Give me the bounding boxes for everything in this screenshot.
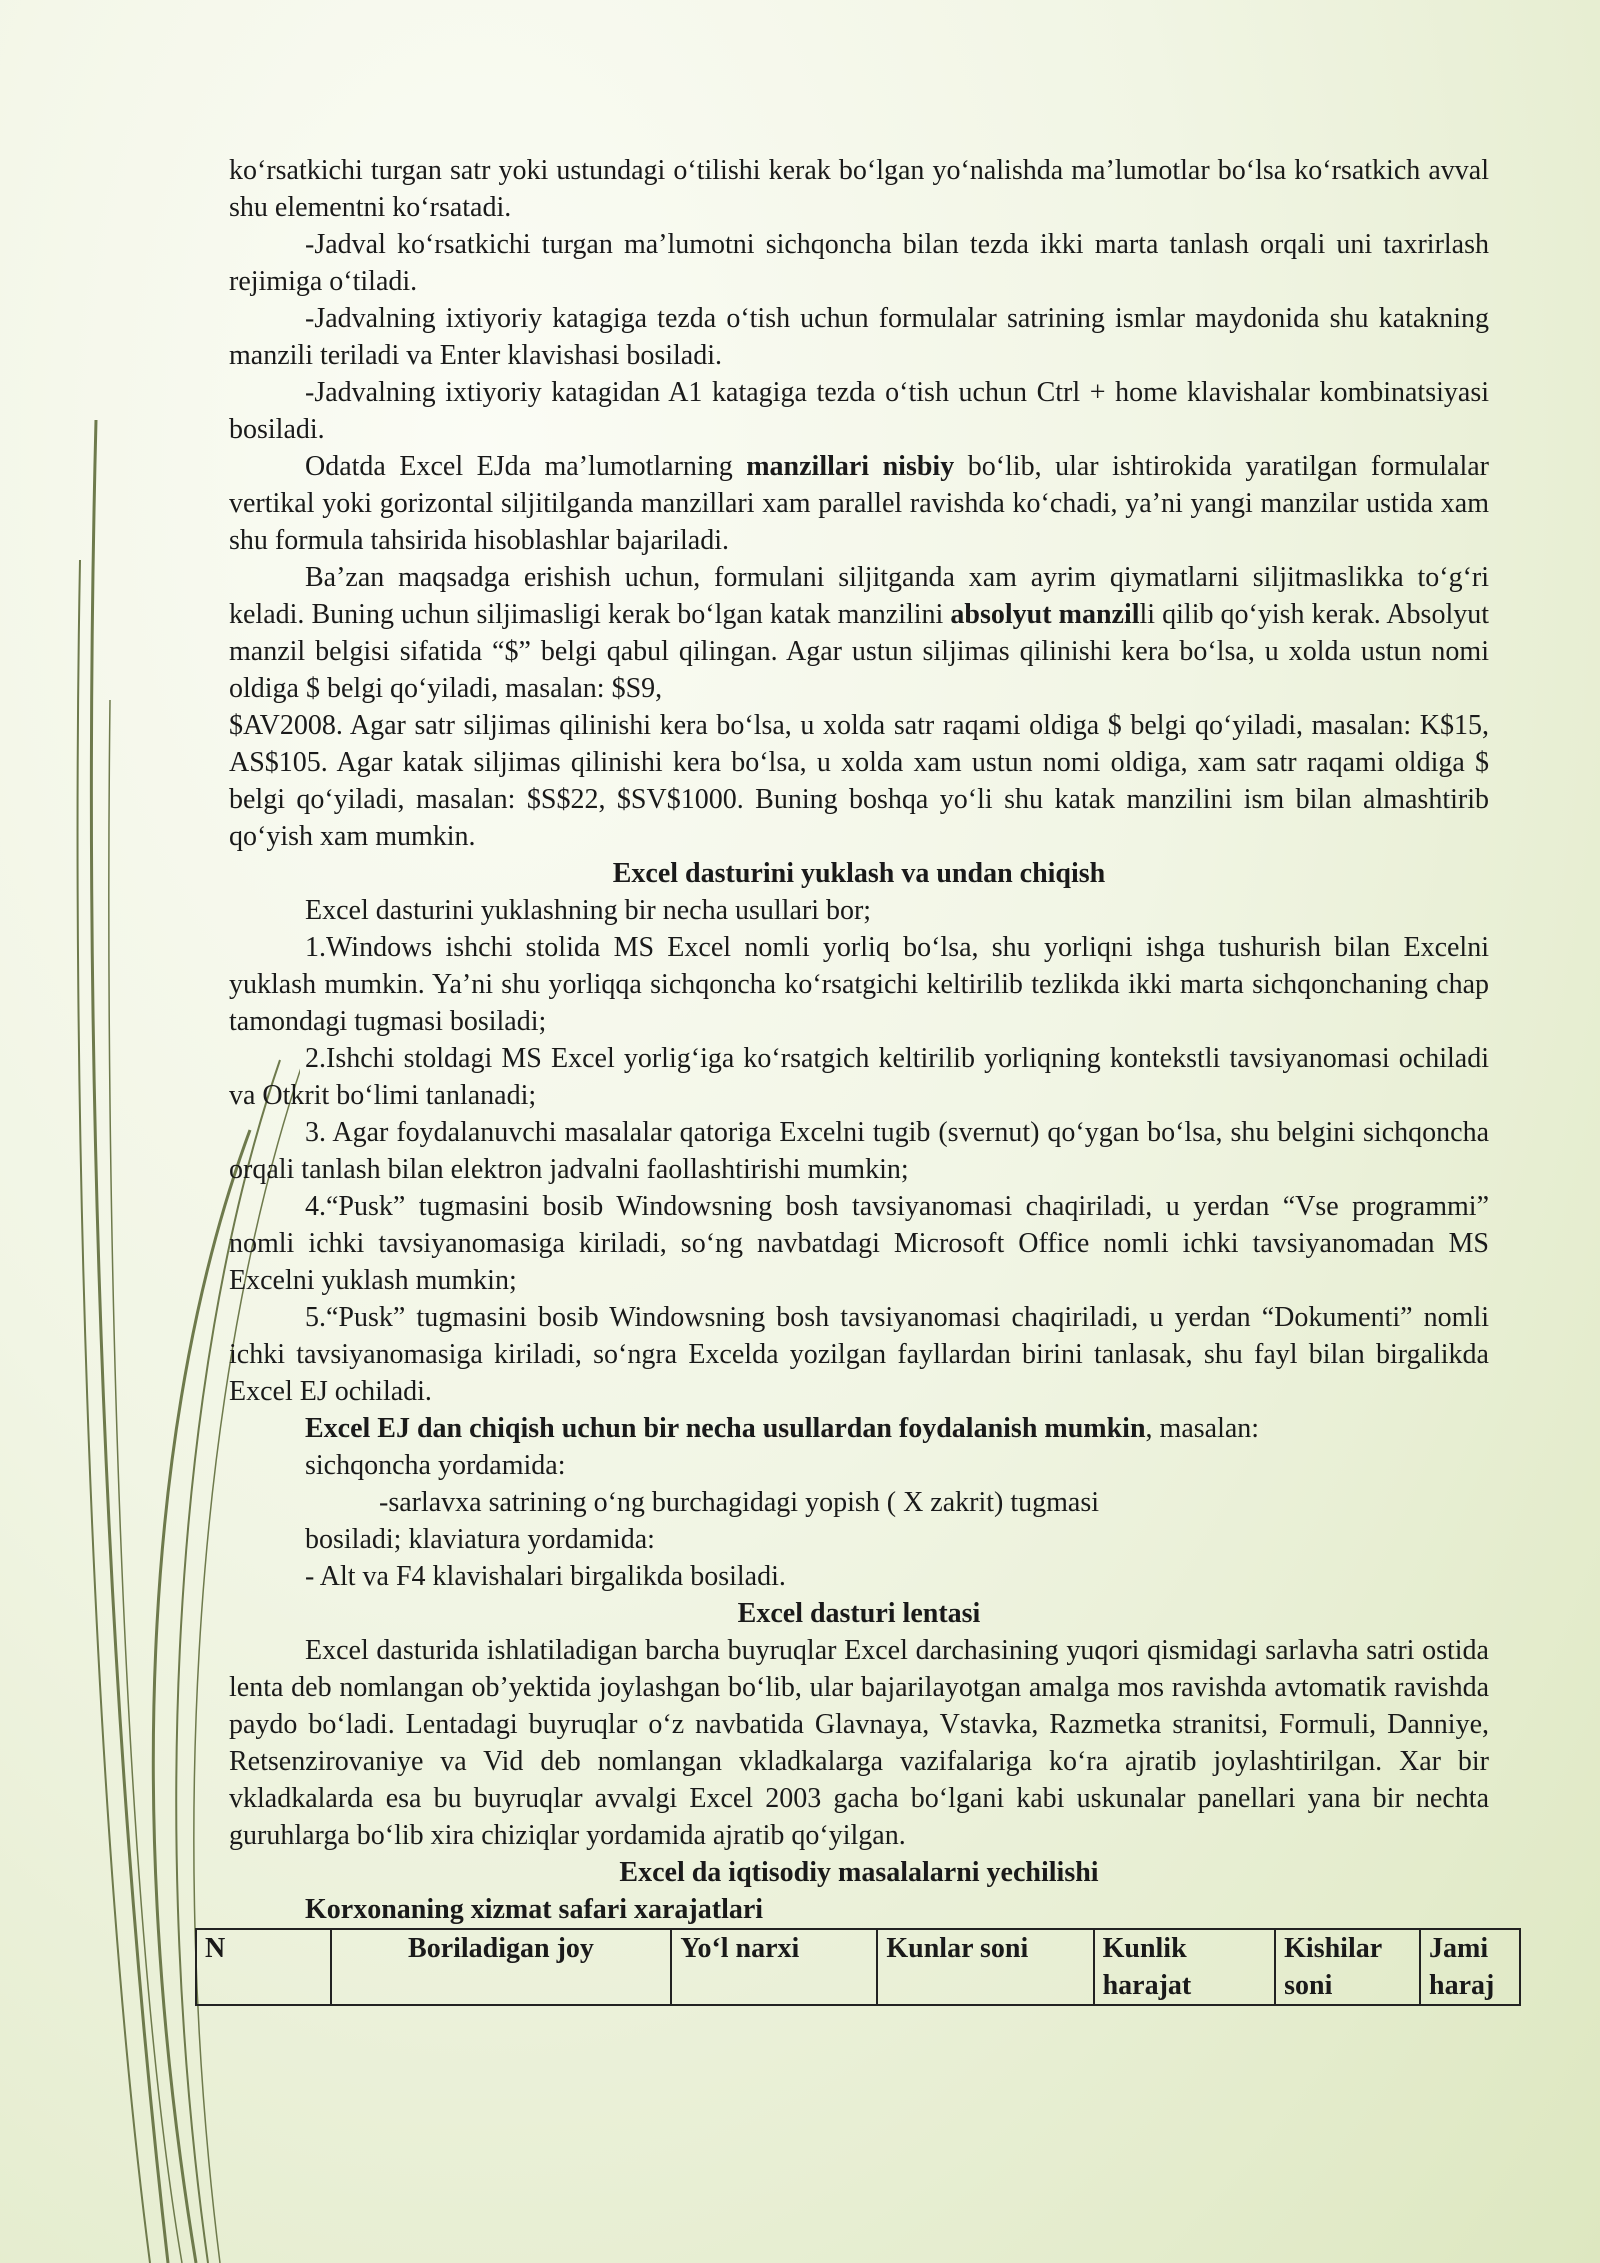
paragraph: sichqoncha yordamida: [305,1450,566,1481]
table-caption: Korxonaning xizmat safari xarajatlari [305,1894,764,1925]
expenses-table [195,1928,1521,2006]
header-cell: Kunlar soni [877,1929,1093,2005]
header-cell: Jami haraj [1420,1929,1520,2005]
text: bo‘lib, ular ishtirokida yaratilgan formulalar vertikal yoki gorizontal siljitilganda manzillari xam parallel ravishda ko‘chadi, ya’ni yangi manzilar ustida xam shu formula tahsirida hisoblashlar bajariladi. [229,451,1490,556]
paragraph [229,559,1489,707]
bold-term: manzillari nisbiy [746,451,955,482]
paragraph [229,1410,1489,1447]
paragraph: Excel dasturida ishlatiladigan barcha buyruqlar Excel darchasining yuqori qismidagi sarlavha satri ostida lenta deb nomlangan ob’yektida joylashgan bo‘lib, ular bajarilayotgan amalga mos ravishda avtomatik ravishda paydo bo‘ladi. Lentadagi buyruqlar o‘z navbatida Glavnaya, Vstavka, Razmetka stranitsi, Formuli, Danniye, Retsenzirovaniye va Vid deb nomlangan vkladkalarga vazifalariga ko‘ra ajratib joylashtirilgan. Xar bir vkladkalarda esa bu buyruqlar avvalgi Excel 2003 gacha bo‘lgani kabi uskunalar panellari yana bir nechta guruhlarga bo‘lib xira chiziqlar yordamida ajratib qo‘yilgan. [229,1635,1489,1851]
bold-term: Excel EJ dan chiqish uchun bir necha usullardan foydalanish mumkin [305,1413,1146,1444]
paragraph: 4.“Pusk” tugmasini bosib Windowsning bosh tavsiyanomasi chaqiriladi, u yerdan “Vse programmi” nomli ichki tavsiyanomasiga kiriladi, so‘ng navbatdagi Microsoft Office nomli ichki tavsiyanomadan MS Excelni yuklash mumkin; [229,1191,1489,1296]
bold-term: absolyut manzil [950,599,1140,630]
header-cell: Kishilar soni [1275,1929,1420,2005]
header-cell: N [196,1929,331,2005]
section-heading: Excel dasturi lentasi [737,1598,981,1629]
paragraph: -Jadvalning ixtiyoriy katagidan A1 katagiga tezda o‘tish uchun Ctrl + home klavishalar kombinatsiyasi bosiladi. [229,377,1489,445]
paragraph [229,448,1489,559]
header-cell: Kunlik harajat [1094,1929,1276,2005]
text: , masalan: [1145,1413,1260,1444]
paragraph: bosiladi; klaviatura yordamida: [305,1524,655,1555]
paragraph: - Alt va F4 klavishalari birgalikda bosiladi. [305,1561,786,1592]
text: Ba’zan maqsadga erishish uchun, formulani siljitganda xam ayrim qiymatlarni siljitmaslikka to‘g‘ri keladi. Buning uchun siljimasligi kerak bo‘lgan katak manzilini [229,562,1489,630]
header-cell: Yo‘l narxi [671,1929,877,2005]
table-header-row [196,1929,1520,2005]
paragraph: $AV2008. Agar satr siljimas qilinishi kera bo‘lsa, u xolda satr raqami oldiga $ belgi qo‘yiladi, masalan: K$15, AS$105. Agar katak siljimas qilinishi kera bo‘lsa, u xolda xam ustun nomi oldiga, xam satr raqami oldiga $ belgi qo‘yiladi, masalan: $S$22, $SV$1000. Buning boshqa yo‘li shu katak manzilini ism bilan almashtirib qo‘yish xam mumkin. [229,710,1489,852]
header-cell: Boriladigan joy [331,1929,672,2005]
paragraph: ko‘rsatkichi turgan satr yoki ustundagi o‘tilishi kerak bo‘lgan yo‘nalishda ma’lumotlar bo‘lsa ko‘rsatkich avval shu elementni ko‘rsatadi. [229,155,1489,223]
paragraph: 2.Ishchi stoldagi MS Excel yorlig‘iga ko‘rsatgich keltirilib yorliqning kontekstli tavsiyanomasi ochiladi va Otkrit bo‘limi tanlanadi; [229,1043,1489,1111]
section-heading: Excel dasturini yuklash va undan chiqish [612,858,1106,889]
document-page [205,152,1495,2006]
paragraph: -Jadval ko‘rsatkichi turgan ma’lumotni sichqoncha bilan tezda ikki marta tanlash orqali uni taxrirlash rejimiga o‘tiladi. [229,229,1489,297]
paragraph: Excel dasturini yuklashning bir necha usullari bor; [305,895,872,926]
paragraph: 5.“Pusk” tugmasini bosib Windowsning bosh tavsiyanomasi chaqiriladi, u yerdan “Dokumenti” nomli ichki tavsiyanomasiga kiriladi, so‘ngra Excelda yozilgan fayllardan birini tanlasak, shu fayl bilan birgalikda Excel EJ ochiladi. [229,1302,1489,1407]
text: li qilib qo‘yish kerak. Absolyut manzil belgisi sifatida “$” belgi qabul qilingan. Agar ustun siljimas qilinishi kera bo‘lsa, u xolda ustun nomi oldiga $ belgi qo‘yiladi, masalan: $S9, [229,599,1489,704]
paragraph: -sarlavxa satrining o‘ng burchagidagi yopish ( X zakrit) tugmasi [379,1487,1100,1518]
text: Odatda Excel EJda ma’lumotlarning [305,451,747,482]
paragraph: -Jadvalning ixtiyoriy katagiga tezda o‘tish uchun formulalar satrining ismlar maydonida shu katakning manzili teriladi va Enter klavishasi bosiladi. [229,303,1489,371]
paragraph: 3. Agar foydalanuvchi masalalar qatoriga Excelni tugib (svernut) qo‘ygan bo‘lsa, shu belgini sichqoncha orqali tanlash bilan elektron jadvalni faollashtirishi mumkin; [229,1117,1489,1185]
paragraph: 1.Windows ishchi stolida MS Excel nomli yorliq bo‘lsa, shu yorliqni ishga tushurish bilan Excelni yuklash mumkin. Ya’ni shu yorliqqa sichqoncha ko‘rsatgichi keltirilib tezlikda ikki marta sichqonchaning chap tamondagi tugmasi bosiladi; [229,932,1489,1037]
section-heading: Excel da iqtisodiy masalalarni yechilishi [619,1857,1099,1888]
